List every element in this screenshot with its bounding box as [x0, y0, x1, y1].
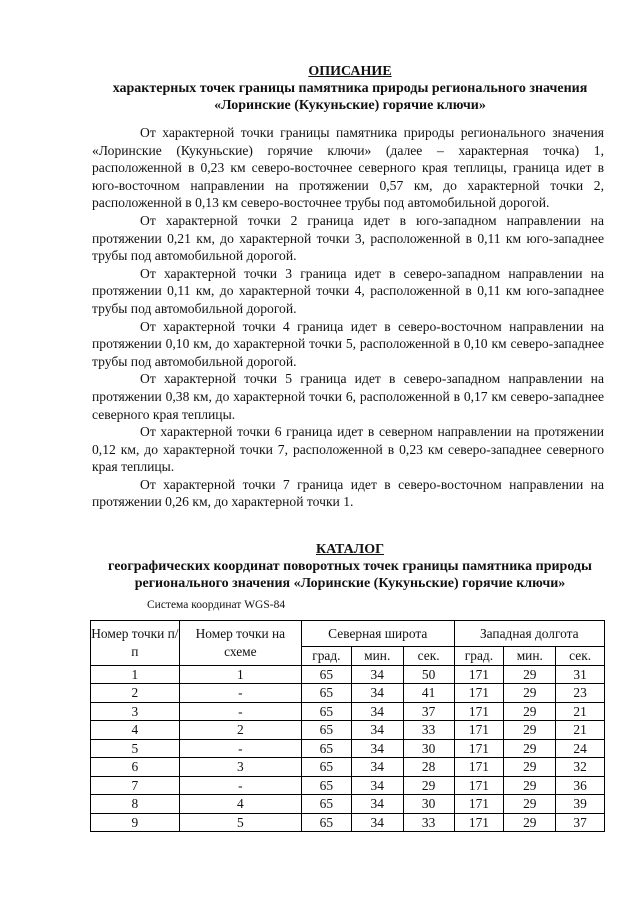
- cell-lon-degrees: 171: [454, 702, 504, 721]
- header-lon-degrees: град.: [454, 647, 504, 666]
- coordinates-table: [90, 620, 605, 832]
- catalog-heading: [60, 541, 640, 592]
- cell-lat-minutes: 34: [351, 684, 403, 703]
- catalog-subtitle-line2: регионального значения «Лоринские (Кукуньские) горячие ключи»: [134, 576, 566, 591]
- description-body: [92, 124, 604, 511]
- table-row: [91, 702, 605, 721]
- header-lat-degrees: град.: [301, 647, 351, 666]
- description-heading: [60, 63, 640, 114]
- cell-lon-minutes: 29: [504, 684, 556, 703]
- cell-lat-degrees: 65: [301, 665, 351, 684]
- table-row: [91, 739, 605, 758]
- table-row: [91, 795, 605, 814]
- cell-lat-seconds: 37: [403, 702, 454, 721]
- cell-lat-degrees: 65: [301, 776, 351, 795]
- description-subtitle-line2: «Лоринские (Кукуньские) горячие ключи»: [214, 98, 486, 113]
- table-row: [91, 721, 605, 740]
- cell-lat-minutes: 34: [351, 702, 403, 721]
- cell-lon-seconds: 21: [556, 702, 605, 721]
- cell-lon-minutes: 29: [504, 665, 556, 684]
- cell-lat-seconds: 50: [403, 665, 454, 684]
- cell-lon-degrees: 171: [454, 795, 504, 814]
- cell-lon-minutes: 29: [504, 758, 556, 777]
- cell-scheme-number: 5: [179, 813, 301, 832]
- table-row: [91, 813, 605, 832]
- cell-lat-seconds: 33: [403, 721, 454, 740]
- cell-lon-degrees: 171: [454, 776, 504, 795]
- description-subtitle-line1: характерных точек границы памятника природы регионального значения: [112, 81, 588, 96]
- cell-lat-minutes: 34: [351, 721, 403, 740]
- cell-lon-degrees: 171: [454, 721, 504, 740]
- table-row: [91, 684, 605, 703]
- cell-lon-minutes: 29: [504, 721, 556, 740]
- cell-lon-seconds: 39: [556, 795, 605, 814]
- cell-lon-minutes: 29: [504, 702, 556, 721]
- cell-lat-minutes: 34: [351, 813, 403, 832]
- cell-lon-seconds: 36: [556, 776, 605, 795]
- cell-lon-minutes: 29: [504, 739, 556, 758]
- cell-lon-seconds: 32: [556, 758, 605, 777]
- cell-lon-seconds: 21: [556, 721, 605, 740]
- cell-lat-minutes: 34: [351, 665, 403, 684]
- description-paragraph: От характерной точки 5 граница идет в северо-западном направлении на протяжении 0,38 км, до характерной точки 6, расположенной в 0,17 км северо-западнее северного края теплицы.: [92, 371, 604, 422]
- header-north-latitude: Северная широта: [301, 621, 454, 647]
- header-lon-minutes: мин.: [504, 647, 556, 666]
- cell-lon-degrees: 171: [454, 739, 504, 758]
- cell-point-number: 4: [91, 721, 180, 740]
- cell-lat-seconds: 33: [403, 813, 454, 832]
- coordinates-table-body: [91, 665, 605, 832]
- cell-lon-degrees: 171: [454, 758, 504, 777]
- cell-scheme-number: -: [179, 684, 301, 703]
- catalog-title: КАТАЛОГ: [315, 542, 384, 557]
- cell-lat-degrees: 65: [301, 813, 351, 832]
- cell-lat-minutes: 34: [351, 739, 403, 758]
- cell-lat-seconds: 30: [403, 739, 454, 758]
- cell-lat-minutes: 34: [351, 795, 403, 814]
- cell-scheme-number: -: [179, 739, 301, 758]
- cell-lat-degrees: 65: [301, 758, 351, 777]
- description-paragraph: От характерной точки границы памятника природы регионального значения «Лоринские (Кукуньские) горячие ключи» (далее – характерная точка) 1, расположенной в 0,23 км северо-восточнее северного края теплицы, граница идет в юго-восточном направлении на протяжении 0,57 км, до характерной точки 2, расположенной в 0,13 км северо-восточнее трубы под автомобильной дорогой.: [92, 125, 604, 211]
- description-paragraph: От характерной точки 2 граница идет в юго-западном направлении на протяжении 0,21 км, до характерной точки 3, расположенной в 0,11 км юго-западнее трубы под автомобильной дорогой.: [92, 212, 604, 264]
- description-paragraph: От характерной точки 6 граница идет в северном направлении на протяжении 0,12 км, до характерной точки 7, расположенной в 0,23 км северо-западнее северного края теплицы.: [92, 424, 604, 475]
- cell-lon-degrees: 171: [454, 665, 504, 684]
- header-lat-minutes: мин.: [351, 647, 403, 666]
- table-row: [91, 776, 605, 795]
- cell-lon-seconds: 24: [556, 739, 605, 758]
- description-title: ОПИСАНИЕ: [308, 64, 392, 79]
- cell-lat-seconds: 29: [403, 776, 454, 795]
- header-lat-seconds: сек.: [403, 647, 454, 666]
- cell-point-number: 2: [91, 684, 180, 703]
- coordinate-system-label: Система координат WGS-84: [147, 599, 286, 611]
- cell-lon-minutes: 29: [504, 795, 556, 814]
- cell-lat-degrees: 65: [301, 702, 351, 721]
- cell-lat-minutes: 34: [351, 758, 403, 777]
- cell-scheme-number: 2: [179, 721, 301, 740]
- cell-point-number: 7: [91, 776, 180, 795]
- cell-point-number: 1: [91, 665, 180, 684]
- cell-lat-seconds: 30: [403, 795, 454, 814]
- table-row: [91, 665, 605, 684]
- cell-lat-degrees: 65: [301, 739, 351, 758]
- cell-point-number: 8: [91, 795, 180, 814]
- cell-scheme-number: -: [179, 702, 301, 721]
- cell-scheme-number: 3: [179, 758, 301, 777]
- header-point-number: Номер точки п/п: [91, 621, 180, 666]
- cell-lat-seconds: 41: [403, 684, 454, 703]
- header-lon-seconds: сек.: [556, 647, 605, 666]
- cell-scheme-number: 4: [179, 795, 301, 814]
- header-scheme-number: Номер точки на схеме: [179, 621, 301, 666]
- description-paragraph: От характерной точки 7 граница идет в северо-восточном направлении на протяжении 0,26 км, до характерной точки 1.: [92, 476, 604, 510]
- cell-point-number: 6: [91, 758, 180, 777]
- cell-lon-minutes: 29: [504, 776, 556, 795]
- description-paragraph: От характерной точки 3 граница идет в северо-западном направлении на протяжении 0,11 км, до характерной точки 4, расположенной в 0,11 км юго-западнее трубы под автомобильной дорогой.: [92, 265, 604, 316]
- cell-scheme-number: 1: [179, 665, 301, 684]
- cell-point-number: 9: [91, 813, 180, 832]
- cell-lat-minutes: 34: [351, 776, 403, 795]
- description-paragraph: От характерной точки 4 граница идет в северо-восточном направлении на протяжении 0,10 км, до характерной точки 5, расположенной в 0,10 км северо-западнее трубы под автомобильной дорогой.: [92, 318, 604, 369]
- cell-lon-degrees: 171: [454, 684, 504, 703]
- header-west-longitude: Западная долгота: [454, 621, 604, 647]
- cell-lat-degrees: 65: [301, 795, 351, 814]
- cell-lon-seconds: 31: [556, 665, 605, 684]
- cell-scheme-number: -: [179, 776, 301, 795]
- cell-point-number: 3: [91, 702, 180, 721]
- cell-lat-degrees: 65: [301, 684, 351, 703]
- cell-lat-seconds: 28: [403, 758, 454, 777]
- cell-lon-minutes: 29: [504, 813, 556, 832]
- cell-lat-degrees: 65: [301, 721, 351, 740]
- table-row: [91, 758, 605, 777]
- catalog-subtitle-line1: географических координат поворотных точек границы памятника природы: [108, 559, 592, 574]
- cell-lon-degrees: 171: [454, 813, 504, 832]
- cell-lon-seconds: 23: [556, 684, 605, 703]
- cell-lon-seconds: 37: [556, 813, 605, 832]
- cell-point-number: 5: [91, 739, 180, 758]
